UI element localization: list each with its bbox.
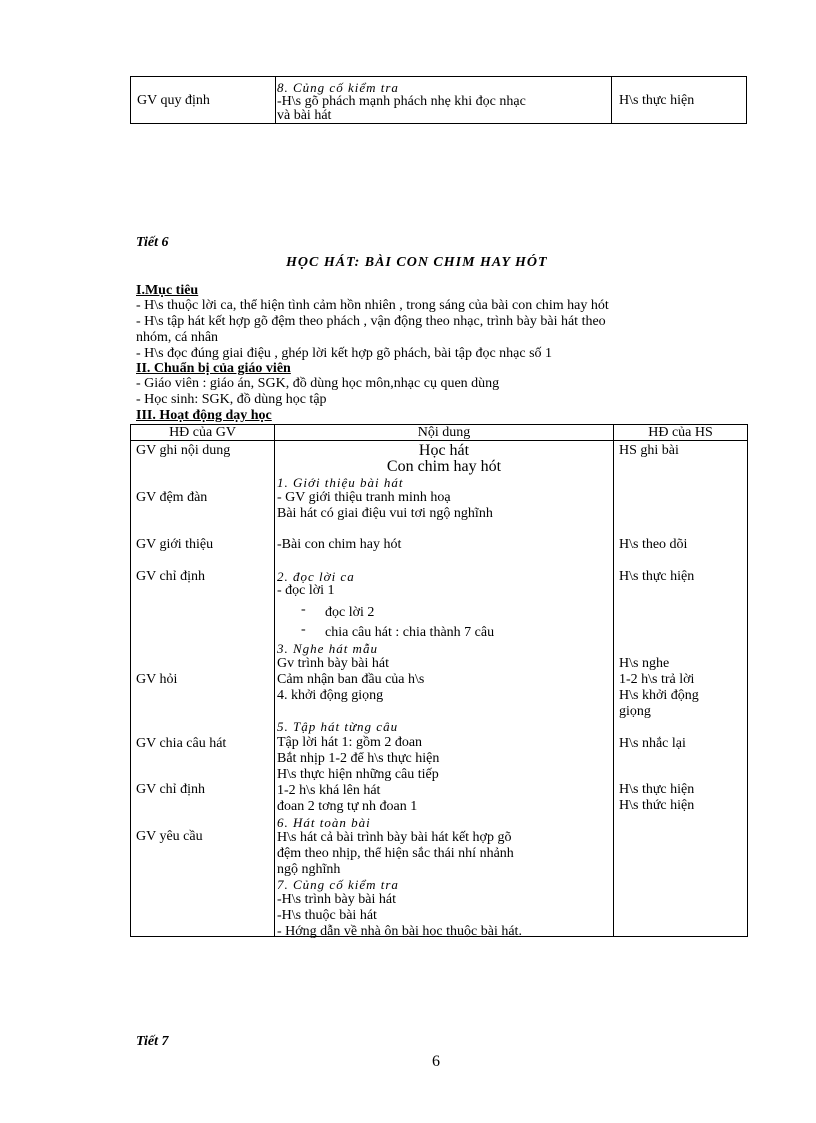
gv-6: GV chia câu hát xyxy=(136,736,227,751)
s7-line2: -H\s thuộc bài hát xyxy=(277,908,377,923)
s5-line4: 1-2 h\s khá lên hát xyxy=(277,783,381,798)
header-content: Nội dung xyxy=(417,425,471,440)
s6-heading: 6. Hát toàn bài xyxy=(277,815,371,830)
content-title2: Con chim hay hót xyxy=(386,458,502,475)
gv-3: GV giới thiệu xyxy=(136,537,214,552)
s3-heading: 3. Nghe hát mẫu xyxy=(277,641,378,656)
header-gv: HĐ của GV xyxy=(169,425,236,440)
objective-2: - H\s tập hát kết hợp gõ đệm theo phách , vận động theo nhạc, trình bày bài hát theo xyxy=(136,314,606,329)
objective-4: - H\s đọc đúng giai điệu , ghép lời kết hợp gõ phách, bài tập đọc nhạc số 1 xyxy=(136,346,553,361)
hs-6b: H\s thức hiện xyxy=(619,798,695,813)
top-col2-line2: và bài hát xyxy=(277,108,332,123)
s5-line1: Tập lời hát 1: gồm 2 đoan xyxy=(277,735,423,750)
top-col3: H\s thực hiện xyxy=(619,93,695,108)
hs-2: H\s theo dõi xyxy=(619,537,688,552)
content-title1: Học hát xyxy=(418,442,470,459)
activities-table xyxy=(130,424,748,937)
s5-heading: 5. Tập hát từng câu xyxy=(277,719,399,734)
objective-3: nhóm, cá nhân xyxy=(136,330,219,345)
hs-5: H\s nhắc lại xyxy=(619,736,686,751)
prep-heading: II. Chuẩn bị của giáo viên xyxy=(136,361,291,376)
s5-line5: đoan 2 tơng tự nh đoan 1 xyxy=(277,799,418,814)
objectives-heading: I.Mục tiêu xyxy=(136,283,199,298)
hs-4a: H\s nghe xyxy=(619,656,670,671)
s7-line1: -H\s trình bày bài hát xyxy=(277,892,396,907)
s3-line3: 4. khởi động giọng xyxy=(277,688,384,703)
activities-heading: III. Hoạt động dạy học xyxy=(136,408,272,423)
s1-heading: 1. Giới thiệu bài hát xyxy=(277,475,404,490)
top-col1: GV quy định xyxy=(137,93,210,108)
prep-1: - Giáo viên : giáo án, SGK, đồ dùng học môn,nhạc cụ quen dùng xyxy=(136,376,500,391)
gv-8: GV yêu cầu xyxy=(136,829,203,844)
gv-7: GV chỉ định xyxy=(136,782,205,797)
s7-line3: - Hớng dẫn về nhà ôn bài học thuộc bài hát. xyxy=(277,924,522,939)
s5-line2: Bắt nhịp 1-2 để h\s thực hiện xyxy=(277,751,440,766)
lesson6-title: HỌC HÁT: BÀI CON CHIM HAY HÓT xyxy=(286,255,548,270)
s1-line3: -Bài con chim hay hót xyxy=(277,537,402,552)
lesson6-label: Tiết 6 xyxy=(136,235,169,250)
s2-heading: 2. đọc lời ca xyxy=(277,569,355,584)
s6-line1: H\s hát cả bài trình bày bài hát kết hợp gõ xyxy=(277,830,512,845)
s3-line1: Gv trình bày bài hát xyxy=(277,656,389,671)
gv-2: GV đệm đàn xyxy=(136,490,208,505)
objective-1: - H\s thuộc lời ca, thể hiện tình cảm hồn nhiên , trong sáng của bài con chim hay hót xyxy=(136,298,609,313)
s1-line1: - GV giới thiệu tranh minh hoạ xyxy=(277,490,451,505)
bullet-dash: - xyxy=(301,602,306,617)
s2-line1: - đọc lời 1 xyxy=(277,583,335,598)
prep-2: - Học sinh: SGK, đồ dùng học tập xyxy=(136,392,327,407)
hs-6a: H\s thực hiện xyxy=(619,782,695,797)
s5-line3: H\s thực hiện những câu tiếp xyxy=(277,767,439,782)
s7-heading: 7. Củng cố kiểm tra xyxy=(277,877,399,892)
hs-4b: 1-2 h\s trả lời xyxy=(619,672,695,687)
gv-5: GV hỏi xyxy=(136,672,178,687)
gv-1: GV ghi nội dung xyxy=(136,443,231,458)
s6-line2: đệm theo nhịp, thể hiện sắc thái nhí nhảnh xyxy=(277,846,514,861)
s2-line3: chia câu hát : chia thành 7 câu xyxy=(325,625,495,640)
hs-4d: giọng xyxy=(619,704,651,719)
top-col2-line1: -H\s gõ phách mạnh phách nhẹ khi đọc nhạc xyxy=(277,94,526,109)
gv-4: GV chỉ định xyxy=(136,569,205,584)
s6-line3: ngộ nghĩnh xyxy=(277,862,341,877)
s3-line2: Cảm nhận ban đầu của h\s xyxy=(277,672,425,687)
hs-4c: H\s khởi động xyxy=(619,688,699,703)
hs-1: HS ghi bài xyxy=(619,443,679,458)
hs-3: H\s thực hiện xyxy=(619,569,695,584)
page-number: 6 xyxy=(432,1053,440,1070)
bullet-dash: - xyxy=(301,622,306,637)
s2-line2: đọc lời 2 xyxy=(325,605,375,620)
top-col2-heading: 8. Củng cố kiểm tra xyxy=(277,80,399,95)
lesson7-label: Tiết 7 xyxy=(136,1034,169,1049)
top-table xyxy=(130,76,747,124)
header-hs: HĐ của HS xyxy=(648,425,713,440)
s1-line2: Bài hát có giai điệu vui tơi ngộ nghĩnh xyxy=(277,506,493,521)
